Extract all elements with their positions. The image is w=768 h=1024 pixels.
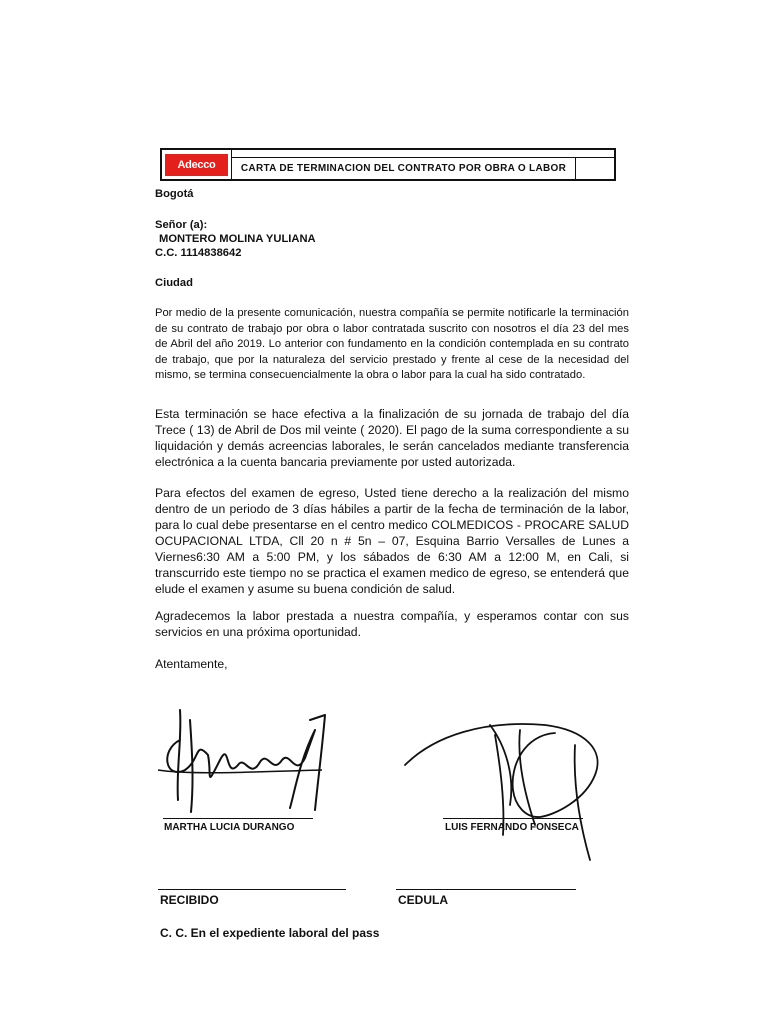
letter-header (160, 148, 616, 181)
id-label: CEDULA (398, 893, 448, 907)
paragraph-termination-notice: Por medio de la presente comunicación, nuestra compañía se permite notificarle la terminación de su contrato de trabajo por obra o labor contratada suscrito con nosotros el día 23 del mes de Abril del año 2019. Lo anterior con fundamento en la condición contemplada en su contrato de trabajo, que por la naturaleza del servicio prestado y frente al cese de la necesidad del mismo, se termina consecuencialmente la obra o labor para la cual ha sido contratado. (155, 307, 629, 381)
closing: Atentamente, (155, 657, 228, 671)
paragraph-thanks: Agradecemos la labor prestada a nuestra compañía, y esperamos contar con sus servicios en una próxima oportunidad. (155, 609, 629, 639)
title-cell (232, 150, 614, 179)
signature-left-image (150, 700, 340, 820)
signer-right-name: LUIS FERNANDO FONSECA (445, 822, 579, 833)
paragraph-effective-date: Esta terminación se hace efectiva a la finalización de su jornada de trabajo del día Trece ( 13) de Abril de Dos mil veinte ( 2020). El pago de la suma correspondiente a su liquidación y demás acreencias laborales, le serán cancelados mediante transferencia electrónica a la cuenta bancaria previamente por usted autorizada. (155, 407, 629, 469)
adecco-logo: Adecco (165, 154, 228, 176)
recipient-id: C.C. 1114838642 (155, 247, 242, 259)
logo-cell (162, 150, 232, 179)
document-title: CARTA DE TERMINACION DEL CONTRATO POR OBRA O LABOR (232, 158, 576, 179)
salutation: Señor (a): (155, 219, 208, 231)
recipient-name: MONTERO MOLINA YULIANA (159, 233, 316, 245)
signer-left-name: MARTHA LUCIA DURANGO (164, 822, 295, 833)
signature-right-image (395, 705, 615, 865)
received-label: RECIBIDO (160, 893, 219, 907)
cc-note: C. C. En el expediente laboral del pass (160, 926, 380, 940)
location: Ciudad (155, 277, 193, 289)
city: Bogotá (155, 188, 194, 200)
paragraph-exit-exam: Para efectos del examen de egreso, Usted tiene derecho a la realización del mismo dentro de un periodo de 3 días hábiles a partir de la fecha de terminación de la labor, para lo cual debe presentarse en el centro medico COLMEDICOS - PROCARE SALUD OCUPACIONAL LTDA, Cll 20 n # 5n – 07, Esquina Barrio Versalles de Lunes a Viernes6:30 AM a 5:00 PM, y los sábados de 6:30 AM a 12:00 M, en Cali, si transcurrido este tiempo no se practica el examen medico de egreso, se entenderá que elude el examen y asume su buena condición de salud. (155, 486, 629, 596)
